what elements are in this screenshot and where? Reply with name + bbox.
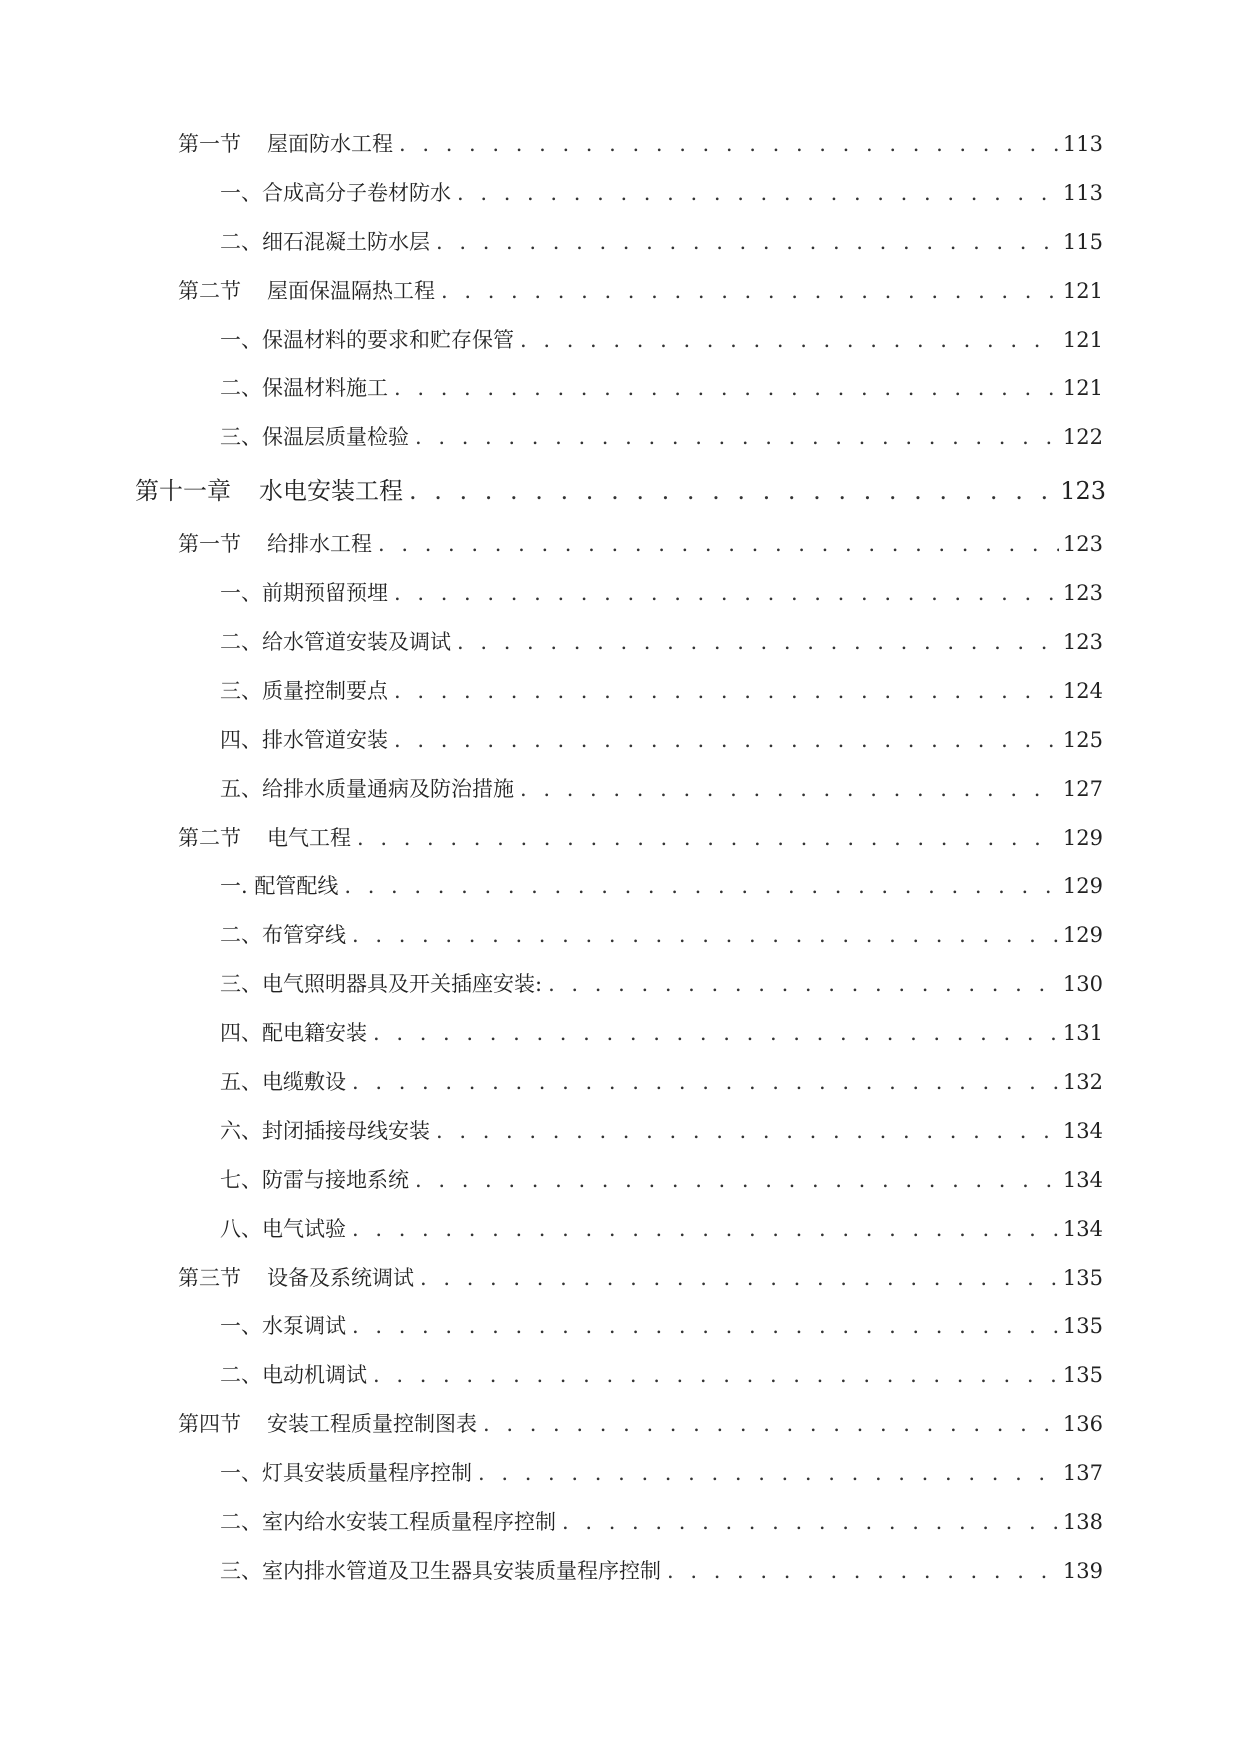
toc-entry-title [220, 569, 388, 618]
toc-entry-page-number: 135 [1062, 1265, 1103, 1290]
toc-entry-item[interactable] [0, 1547, 1103, 1596]
dot-leader [478, 1449, 1059, 1498]
toc-entry-text: 二、室内给水安装工程质量程序控制 [220, 1510, 556, 1535]
toc-entry-title [220, 316, 514, 365]
toc-entry-title [220, 218, 430, 267]
toc-entry-text: 二、电动机调试 [220, 1363, 367, 1388]
toc-entry-title [220, 667, 388, 716]
toc-entry-text: 一、前期预留预埋 [220, 581, 388, 606]
toc-entry-title [220, 364, 388, 413]
toc-entry-item[interactable] [0, 1302, 1103, 1351]
dot-leader [378, 520, 1059, 569]
dot-leader [409, 462, 1056, 520]
toc-entry-title [220, 1449, 472, 1498]
toc-entry-label: 第三节 [178, 1265, 241, 1290]
toc-entry-item[interactable] [0, 862, 1103, 911]
toc-entry-text: 三、电气照明器具及开关插座安装: [220, 972, 543, 997]
toc-entry-item[interactable] [0, 218, 1103, 267]
toc-entry-title [178, 1254, 414, 1303]
toc-entry-title [178, 520, 372, 569]
toc-entry-title [220, 716, 388, 765]
toc-entry-text: 一、灯具安装质量程序控制 [220, 1461, 472, 1486]
toc-entry-title [220, 1351, 367, 1400]
dot-leader [394, 667, 1059, 716]
toc-entry-item[interactable] [0, 413, 1103, 462]
toc-entry-page-number: 123 [1062, 630, 1103, 655]
toc-entry-text: 四、排水管道安装 [220, 727, 388, 752]
toc-entry-item[interactable] [0, 1156, 1103, 1205]
toc-entry-text: 一、保温材料的要求和贮存保管 [220, 327, 514, 352]
toc-entry-title [220, 1156, 409, 1205]
toc-entry-item[interactable] [0, 1351, 1103, 1400]
toc-entry-text: 二、布管穿线 [220, 923, 346, 948]
toc-entry-section[interactable] [0, 1400, 1103, 1449]
toc-entry-title [220, 862, 338, 911]
toc-entry-item[interactable] [0, 765, 1103, 814]
toc-entry-page-number: 123 [1062, 532, 1103, 557]
toc-entry-item[interactable] [0, 1205, 1103, 1254]
toc-entry-text: 三、质量控制要点 [220, 678, 388, 703]
dot-leader [394, 716, 1059, 765]
toc-entry-text: 一. 配管配线 [220, 874, 339, 899]
toc-entry-title [220, 1547, 661, 1596]
toc-entry-text: 一、水泵调试 [220, 1314, 346, 1339]
toc-entry-title [220, 1498, 556, 1547]
toc-entry-page-number: 123 [1062, 581, 1103, 606]
toc-entry-title [220, 960, 542, 1009]
toc-entry-item[interactable] [0, 1058, 1103, 1107]
toc-entry-text: 二、细石混凝土防水层 [220, 229, 430, 254]
toc-entry-page-number: 125 [1062, 727, 1103, 752]
toc-entry-item[interactable] [0, 1449, 1103, 1498]
toc-entry-title [220, 911, 346, 960]
toc-entry-text: 一、合成高分子卷材防水 [220, 180, 451, 205]
toc-entry-page-number: 113 [1062, 132, 1103, 156]
dot-leader [352, 1205, 1059, 1254]
toc-entry-title [220, 618, 451, 667]
dot-leader [373, 1351, 1059, 1400]
toc-entry-label: 第一节 [178, 532, 241, 557]
toc-entry-text: 屋面保温隔热工程 [267, 278, 435, 303]
toc-entry-text: 安装工程质量控制图表 [267, 1412, 477, 1437]
dot-leader [394, 364, 1059, 413]
toc-entry-page-number: 124 [1062, 678, 1103, 703]
toc-entry-text: 五、电缆敷设 [220, 1070, 346, 1095]
toc-entry-section[interactable] [0, 120, 1103, 169]
toc-entry-item[interactable] [0, 618, 1103, 667]
toc-entry-item[interactable] [0, 716, 1103, 765]
toc-entry-text: 六、封闭插接母线安装 [220, 1118, 430, 1143]
toc-entry-title [178, 120, 393, 169]
toc-entry-page-number: 135 [1062, 1363, 1103, 1388]
dot-leader [548, 960, 1059, 1009]
dot-leader [420, 1254, 1059, 1303]
toc-entry-text: 七、防雷与接地系统 [220, 1167, 409, 1192]
toc-entry-text: 设备及系统调试 [267, 1265, 414, 1290]
toc-entry-title [135, 462, 403, 520]
toc-entry-page-number: 127 [1062, 776, 1103, 801]
toc-entry-page-number: 139 [1062, 1558, 1103, 1583]
toc-entry-title [220, 1205, 346, 1254]
dot-leader [483, 1400, 1059, 1449]
toc-entry-page-number: 136 [1062, 1412, 1103, 1437]
toc-entry-item[interactable] [0, 1009, 1103, 1058]
toc-entry-text: 屋面防水工程 [267, 132, 393, 156]
toc-entry-page-number: 115 [1062, 229, 1103, 254]
toc-entry-label: 第二节 [178, 825, 241, 850]
toc-entry-page-number: 121 [1062, 278, 1103, 303]
toc-entry-text: 四、配电籍安装 [220, 1021, 367, 1046]
toc-entry-label: 第四节 [178, 1412, 241, 1437]
dot-leader [415, 413, 1059, 462]
toc-entry-page-number: 132 [1062, 1070, 1103, 1095]
dot-leader [373, 1009, 1059, 1058]
toc-entry-item[interactable] [0, 960, 1103, 1009]
toc-entry-page-number: 129 [1062, 825, 1103, 850]
toc-entry-page-number: 122 [1062, 425, 1103, 450]
toc-entry-section[interactable] [0, 267, 1103, 316]
toc-entry-page-number: 134 [1062, 1216, 1103, 1241]
dot-leader [344, 862, 1059, 911]
dot-leader [436, 1107, 1059, 1156]
toc-entry-page-number: 121 [1062, 327, 1103, 352]
toc-entry-label: 第一节 [178, 132, 241, 156]
toc-entry-item[interactable] [0, 169, 1103, 218]
toc-entry-item[interactable] [0, 316, 1103, 365]
toc-entry-title [220, 1009, 367, 1058]
dot-leader [352, 911, 1059, 960]
toc-entry-title [220, 169, 451, 218]
toc-entry-title [178, 267, 435, 316]
dot-leader [457, 618, 1059, 667]
toc-entry-text: 二、保温材料施工 [220, 376, 388, 401]
toc-entry-title [220, 765, 514, 814]
toc-entry-page-number: 137 [1062, 1461, 1103, 1486]
toc-entry-item[interactable] [0, 1107, 1103, 1156]
toc-entry-page-number: 129 [1062, 874, 1103, 899]
toc-entry-page-number: 131 [1062, 1021, 1103, 1046]
toc-entry-title [220, 1058, 346, 1107]
toc-entry-title [178, 814, 351, 863]
table-of-contents [0, 120, 1241, 1596]
dot-leader [352, 1302, 1059, 1351]
toc-entry-page-number: 130 [1062, 972, 1103, 997]
toc-entry-page-number: 138 [1062, 1510, 1103, 1535]
dot-leader [520, 765, 1059, 814]
toc-entry-text: 电气工程 [267, 825, 351, 850]
toc-entry-title [220, 1107, 430, 1156]
toc-entry-text: 八、电气试验 [220, 1216, 346, 1241]
toc-entry-item[interactable] [0, 364, 1103, 413]
toc-entry-label: 第二节 [178, 278, 241, 303]
toc-entry-page-number: 129 [1062, 923, 1103, 948]
dot-leader [357, 814, 1059, 863]
toc-entry-page-number: 135 [1062, 1314, 1103, 1339]
toc-entry-section[interactable] [0, 814, 1103, 863]
dot-leader [436, 218, 1059, 267]
dot-leader [562, 1498, 1059, 1547]
toc-entry-title [220, 413, 409, 462]
toc-entry-text: 二、给水管道安装及调试 [220, 630, 451, 655]
toc-entry-item[interactable] [0, 569, 1103, 618]
dot-leader [399, 120, 1059, 169]
toc-entry-page-number: 113 [1062, 180, 1103, 205]
toc-entry-chapter[interactable] [0, 462, 1106, 520]
dot-leader [457, 169, 1059, 218]
toc-entry-text: 三、室内排水管道及卫生器具安装质量程序控制 [220, 1558, 661, 1583]
toc-entry-item[interactable] [0, 1498, 1103, 1547]
toc-entry-label: 第十一章 [135, 477, 231, 506]
toc-entry-text: 五、给排水质量通病及防治措施 [220, 776, 514, 801]
dot-leader [667, 1547, 1059, 1596]
toc-entry-page-number: 121 [1062, 376, 1103, 401]
dot-leader [415, 1156, 1059, 1205]
dot-leader [441, 267, 1059, 316]
toc-entry-page-number: 134 [1062, 1118, 1103, 1143]
dot-leader [394, 569, 1059, 618]
toc-entry-page-number: 134 [1062, 1167, 1103, 1192]
toc-entry-page-number: 123 [1060, 477, 1106, 506]
toc-entry-section[interactable] [0, 1254, 1103, 1303]
toc-entry-item[interactable] [0, 911, 1103, 960]
toc-entry-text: 三、保温层质量检验 [220, 425, 409, 450]
toc-entry-item[interactable] [0, 667, 1103, 716]
dot-leader [520, 316, 1059, 365]
toc-entry-section[interactable] [0, 520, 1103, 569]
toc-entry-text: 给排水工程 [267, 532, 372, 557]
toc-entry-title [220, 1302, 346, 1351]
dot-leader [352, 1058, 1059, 1107]
toc-entry-text: 水电安装工程 [259, 477, 403, 506]
toc-entry-title [178, 1400, 477, 1449]
